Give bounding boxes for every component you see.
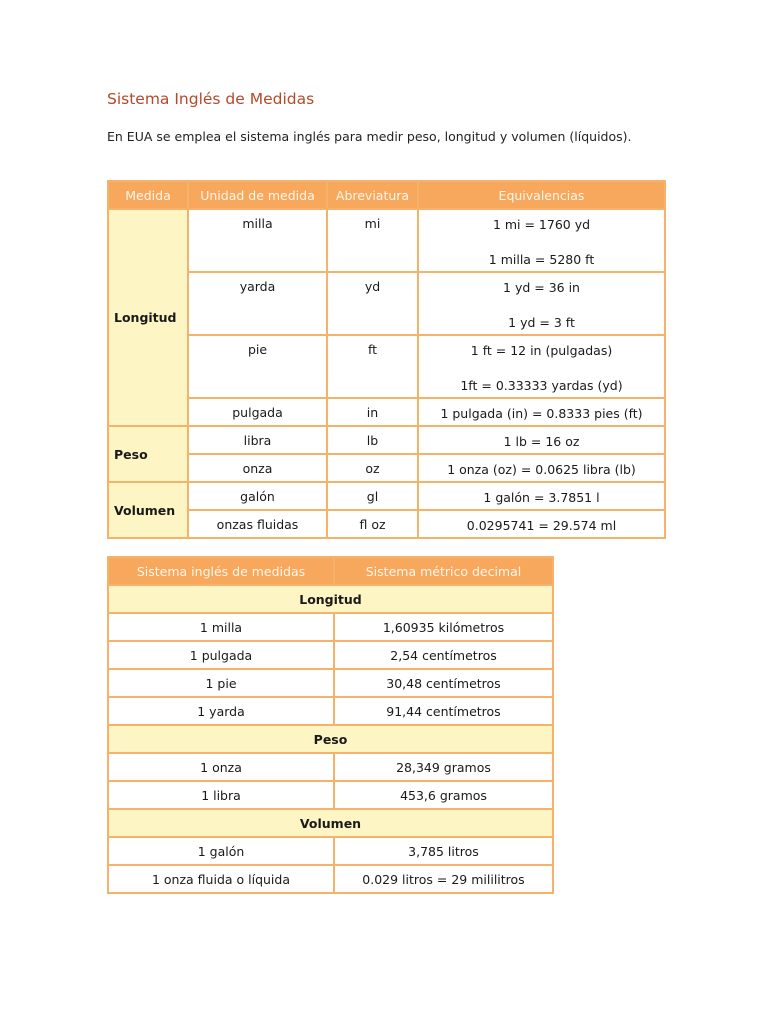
- english-units-table: [107, 180, 666, 539]
- table-row: [108, 865, 553, 893]
- conversion-table: [107, 556, 554, 894]
- equivalence-cell: 1 lb = 16 oz: [418, 426, 665, 454]
- equivalence-cell: 1 yd = 36 in 1 yd = 3 ft: [418, 272, 665, 335]
- page-title: Sistema Inglés de Medidas: [107, 90, 315, 108]
- metric-value: 28,349 gramos: [334, 753, 553, 781]
- header-sistema-metrico: Sistema métrico decimal: [334, 557, 553, 585]
- unit-cell: pulgada: [188, 398, 327, 426]
- metric-value: 453,6 gramos: [334, 781, 553, 809]
- table-row: [108, 209, 665, 272]
- header-abreviatura: Abreviatura: [327, 181, 418, 209]
- equivalence-cell: 1 mi = 1760 yd 1 milla = 5280 ft: [418, 209, 665, 272]
- abbr-cell: oz: [327, 454, 418, 482]
- metric-value: 3,785 litros: [334, 837, 553, 865]
- unit-cell: onza: [188, 454, 327, 482]
- unit-cell: pie: [188, 335, 327, 398]
- table-row: [108, 697, 553, 725]
- abbr-cell: gl: [327, 482, 418, 510]
- english-value: 1 onza: [108, 753, 334, 781]
- english-value: 1 milla: [108, 613, 334, 641]
- equivalence-cell: 1 galón = 3.7851 l: [418, 482, 665, 510]
- metric-value: 0.029 litros = 29 mililitros: [334, 865, 553, 893]
- abbr-cell: fl oz: [327, 510, 418, 538]
- table-row: [108, 398, 665, 426]
- english-value: 1 onza fluida o líquida: [108, 865, 334, 893]
- abbr-cell: in: [327, 398, 418, 426]
- unit-cell: galón: [188, 482, 327, 510]
- abbr-cell: yd: [327, 272, 418, 335]
- english-value: 1 pulgada: [108, 641, 334, 669]
- group-volumen: Volumen: [108, 482, 188, 538]
- table-row: [108, 482, 665, 510]
- metric-value: 2,54 centímetros: [334, 641, 553, 669]
- header-equivalencias: Equivalencias: [418, 181, 665, 209]
- abbr-cell: mi: [327, 209, 418, 272]
- table-row: [108, 753, 553, 781]
- header-medida: Medida: [108, 181, 188, 209]
- english-value: 1 yarda: [108, 697, 334, 725]
- table-row: [108, 454, 665, 482]
- table-row: [108, 510, 665, 538]
- unit-cell: libra: [188, 426, 327, 454]
- equivalence-cell: 0.0295741 = 29.574 ml: [418, 510, 665, 538]
- section-longitud: Longitud: [108, 585, 553, 613]
- english-value: 1 galón: [108, 837, 334, 865]
- metric-value: 1,60935 kilómetros: [334, 613, 553, 641]
- table-row: [108, 641, 553, 669]
- unit-cell: yarda: [188, 272, 327, 335]
- table-row: [108, 426, 665, 454]
- table-row: [108, 837, 553, 865]
- unit-cell: onzas fluidas: [188, 510, 327, 538]
- table-row: [108, 335, 665, 398]
- section-volumen: Volumen: [108, 809, 553, 837]
- abbr-cell: lb: [327, 426, 418, 454]
- group-peso: Peso: [108, 426, 188, 482]
- table-row: [108, 669, 553, 697]
- table-row: [108, 272, 665, 335]
- header-sistema-ingles: Sistema inglés de medidas: [108, 557, 334, 585]
- unit-cell: milla: [188, 209, 327, 272]
- equivalence-cell: 1 pulgada (in) = 0.8333 pies (ft): [418, 398, 665, 426]
- abbr-cell: ft: [327, 335, 418, 398]
- intro-paragraph: En EUA se emplea el sistema inglés para medir peso, longitud y volumen (líquidos).: [107, 129, 632, 144]
- equivalence-cell: 1 onza (oz) = 0.0625 libra (lb): [418, 454, 665, 482]
- equivalence-cell: 1 ft = 12 in (pulgadas) 1ft = 0.33333 yardas (yd): [418, 335, 665, 398]
- table-row: [108, 613, 553, 641]
- header-unidad: Unidad de medida: [188, 181, 327, 209]
- metric-value: 91,44 centímetros: [334, 697, 553, 725]
- english-value: 1 libra: [108, 781, 334, 809]
- english-value: 1 pie: [108, 669, 334, 697]
- section-peso: Peso: [108, 725, 553, 753]
- group-longitud: Longitud: [108, 209, 188, 426]
- metric-value: 30,48 centímetros: [334, 669, 553, 697]
- table-row: [108, 781, 553, 809]
